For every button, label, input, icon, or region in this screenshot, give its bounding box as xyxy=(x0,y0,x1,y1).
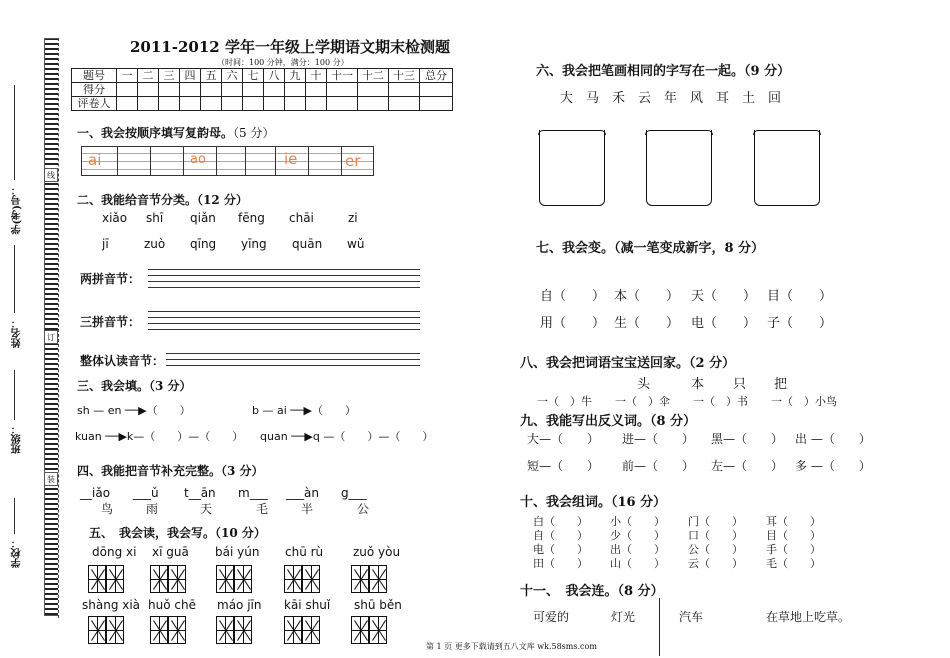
tianzi-box[interactable] xyxy=(216,565,234,593)
binding-mark-xian: 线 xyxy=(44,168,58,182)
q10-item[interactable]: 口（ ） xyxy=(688,529,743,542)
q2-answer-line[interactable] xyxy=(166,353,420,354)
score-table-header xyxy=(72,69,453,83)
score-header-cell: 一 xyxy=(117,69,138,83)
q2-syllable: zuò xyxy=(144,237,166,251)
q1-grid-divider xyxy=(117,147,118,175)
q2-syllable: fēng xyxy=(238,211,265,225)
q5-pinyin: chū rù xyxy=(285,545,324,559)
score-header-cell: 六 xyxy=(222,69,243,83)
page-footer: 第 1 页 更多下载请到五八文库 wk.58sms.com xyxy=(426,642,597,651)
q2-label-two-part: 两拼音节： xyxy=(80,272,141,286)
grader-cell[interactable] xyxy=(243,97,264,111)
score-cell[interactable] xyxy=(201,83,222,97)
q5-pinyin: shū běn xyxy=(354,598,402,612)
q11-item[interactable]: 灯光 xyxy=(611,610,636,624)
q2-answer-line[interactable] xyxy=(148,275,420,276)
q2-title: 二、我能给音节分类。（12 分） xyxy=(77,193,248,207)
score-header-cell: 十三 xyxy=(389,69,420,83)
q9-item[interactable]: 前—（ ） xyxy=(622,459,695,473)
grader-cell[interactable] xyxy=(222,97,243,111)
score-cell[interactable] xyxy=(222,83,243,97)
score-cell[interactable] xyxy=(243,83,264,97)
q4-hanzi: 雨 xyxy=(146,502,159,516)
grader-cell[interactable] xyxy=(327,97,358,111)
score-header-cell: 四 xyxy=(180,69,201,83)
binding-mark-ding: 订 xyxy=(44,330,58,344)
binding-mark-zhuang: 装 xyxy=(44,472,58,486)
score-header-cell: 五 xyxy=(201,69,222,83)
q2-answer-line[interactable] xyxy=(148,329,420,330)
q3-title: 三、我会填。（3 分） xyxy=(77,379,192,393)
q11-title: 十一、 我会连。（8 分） xyxy=(520,584,664,599)
q5-pinyin: xī guā xyxy=(152,545,189,559)
q7-title: 七、我会变。（减一笔变成新字，8 分） xyxy=(536,241,765,256)
grader-cell[interactable] xyxy=(358,97,389,111)
tianzi-box[interactable] xyxy=(88,565,106,593)
q6-chars: 大 马 禾 云 年 风 耳 土 回 xyxy=(560,91,782,106)
q7-item[interactable]: 天（ ） xyxy=(691,289,757,304)
q9-item[interactable]: 出 —（ ） xyxy=(795,432,871,446)
q6-answer-cup[interactable] xyxy=(646,130,712,206)
q10-item[interactable]: 山（ ） xyxy=(610,557,665,570)
q10-item[interactable]: 少（ ） xyxy=(610,529,665,542)
tianzi-box[interactable] xyxy=(216,616,234,644)
q8-word[interactable]: 头 xyxy=(637,377,651,392)
tianzi-box[interactable] xyxy=(369,565,387,593)
q2-label-whole: 整体认读音节： xyxy=(80,354,165,368)
q10-col xyxy=(533,515,588,571)
score-cell[interactable] xyxy=(358,83,389,97)
tianzi-box[interactable] xyxy=(369,616,387,644)
q10-item[interactable]: 门（ ） xyxy=(688,515,743,528)
grader-cell[interactable] xyxy=(420,97,453,111)
q4-hanzi: 半 xyxy=(301,502,314,516)
q8-item[interactable]: 一（ ）牛 xyxy=(537,395,592,408)
q3-line[interactable]: b — ai ──▶（ ） xyxy=(252,404,356,417)
q10-item[interactable]: 目（ ） xyxy=(766,529,821,542)
q3-line[interactable]: sh — en ──▶（ ） xyxy=(77,404,191,417)
score-header-cell: 十一 xyxy=(327,69,358,83)
q10-col xyxy=(688,515,743,571)
tianzi-box[interactable] xyxy=(284,565,302,593)
q1-title-text: 一、我会按顺序填写复韵母。 xyxy=(77,126,234,140)
q7-item[interactable]: 电（ ） xyxy=(691,316,757,331)
q11-item[interactable]: 在草地上吃草。 xyxy=(766,610,851,624)
q10-item[interactable]: 电（ ） xyxy=(533,543,588,556)
q3-line[interactable]: kuan ──▶k—（ ）—（ ） xyxy=(75,430,244,443)
q4-pinyin[interactable]: m___ xyxy=(238,486,268,500)
q7-item[interactable]: 自（ ） xyxy=(540,289,606,304)
class-field[interactable] xyxy=(14,370,15,420)
q7-item[interactable]: 目（ ） xyxy=(767,289,833,304)
q1-grid-divider xyxy=(183,147,184,175)
q2-syllable: xiǎo xyxy=(102,211,128,225)
q1-grid-divider xyxy=(341,147,342,175)
q8-item[interactable]: 一（ ）书 xyxy=(693,395,748,408)
q4-hanzi: 天 xyxy=(200,502,213,516)
score-cell[interactable] xyxy=(180,83,201,97)
q4-pinyin[interactable]: g___ xyxy=(341,486,367,500)
score-row xyxy=(72,83,453,97)
q2-syllable: yīng xyxy=(241,237,267,251)
q9-item[interactable]: 左—（ ） xyxy=(711,459,784,473)
tianzi-box[interactable] xyxy=(150,565,168,593)
q1-item-ie: ie xyxy=(284,150,298,168)
binding-cut-line xyxy=(58,38,59,618)
q2-syllable: zi xyxy=(348,211,358,225)
q1-grid-divider xyxy=(275,147,276,175)
q10-item[interactable]: 云（ ） xyxy=(688,557,743,570)
q1-grid-divider xyxy=(308,147,309,175)
grader-cell[interactable] xyxy=(389,97,420,111)
page-title: 2011-2012 学年一年级上学期语文期末检测题 xyxy=(130,38,450,56)
q6-answer-cup[interactable] xyxy=(754,130,820,206)
tianzi-box[interactable] xyxy=(168,565,186,593)
q1-writing-grid[interactable] xyxy=(81,146,374,176)
q1-guide-line xyxy=(82,161,373,162)
q5-pinyin: zuǒ yòu xyxy=(353,545,401,559)
tianzi-box[interactable] xyxy=(106,565,124,593)
q4-title: 四、我能把音节补充完整。（3 分） xyxy=(77,464,264,478)
q2-syllable: quān xyxy=(292,237,323,251)
page-subtitle: （时间：100 分钟，满分：100 分） xyxy=(217,58,349,67)
score-table xyxy=(71,68,453,111)
score-cell[interactable] xyxy=(285,83,306,97)
q9-item[interactable]: 大—（ ） xyxy=(527,432,600,446)
q10-item[interactable]: 耳（ ） xyxy=(766,515,821,528)
q8-word[interactable]: 把 xyxy=(774,377,788,392)
q10-item[interactable]: 小（ ） xyxy=(610,515,665,528)
q1-grid-divider xyxy=(216,147,217,175)
score-header-cell: 九 xyxy=(285,69,306,83)
q10-item[interactable]: 毛（ ） xyxy=(766,557,821,570)
q7-item[interactable]: 本（ ） xyxy=(614,289,680,304)
q4-pinyin[interactable]: t__ān xyxy=(184,486,216,500)
q10-item[interactable]: 公（ ） xyxy=(688,543,743,556)
score-cell[interactable] xyxy=(264,83,285,97)
q11-item[interactable]: 可爱的 xyxy=(533,610,570,624)
binding-strip xyxy=(44,38,58,616)
q1-item-ao: ao xyxy=(190,152,206,167)
q4-pinyin[interactable]: ___àn xyxy=(286,486,319,500)
tianzi-box[interactable] xyxy=(234,565,252,593)
q2-answer-line[interactable] xyxy=(148,269,420,270)
q5-pinyin: shàng xià xyxy=(82,598,141,612)
q1-grid-divider xyxy=(245,147,246,175)
tianzi-box[interactable] xyxy=(284,616,302,644)
grader-cell[interactable] xyxy=(264,97,285,111)
tianzi-box[interactable] xyxy=(302,565,320,593)
score-header-cell: 十二 xyxy=(358,69,389,83)
score-cell[interactable] xyxy=(306,83,327,97)
q5-pinyin: kāi shuǐ xyxy=(284,598,331,612)
q9-item[interactable]: 短—（ ） xyxy=(527,459,600,473)
q10-item[interactable]: 手（ ） xyxy=(766,543,821,556)
q2-syllable: jī xyxy=(102,237,109,251)
tianzi-box[interactable] xyxy=(302,616,320,644)
score-header-cell: 十 xyxy=(306,69,327,83)
q8-item[interactable]: 一（ ）小鸟 xyxy=(771,395,837,408)
q1-guide-line xyxy=(82,153,373,154)
score-header-cell: 七 xyxy=(243,69,264,83)
score-cell[interactable] xyxy=(389,83,420,97)
grader-cell[interactable] xyxy=(201,97,222,111)
student-id-field[interactable] xyxy=(14,85,15,180)
grader-cell[interactable] xyxy=(138,97,159,111)
class-label: 班级： xyxy=(12,424,23,454)
score-header-cell: 八 xyxy=(264,69,285,83)
score-header-cell: 总分 xyxy=(420,69,453,83)
grader-row-label: 评卷人 xyxy=(72,97,117,111)
q7-item[interactable]: 生（ ） xyxy=(614,316,680,331)
grader-row xyxy=(72,97,453,111)
q6-answer-cup[interactable] xyxy=(539,130,605,206)
grader-cell[interactable] xyxy=(180,97,201,111)
tianzi-box[interactable] xyxy=(150,616,168,644)
q2-answer-line[interactable] xyxy=(166,365,420,366)
q2-syllable: shī xyxy=(146,211,164,225)
tianzi-box[interactable] xyxy=(351,616,369,644)
q1-grid-divider xyxy=(150,147,151,175)
q2-answer-line[interactable] xyxy=(148,317,420,318)
q7-item[interactable]: 用（ ） xyxy=(540,316,606,331)
score-cell[interactable] xyxy=(327,83,358,97)
q11-item[interactable]: 汽车 xyxy=(679,610,704,624)
grader-cell[interactable] xyxy=(306,97,327,111)
q5-pinyin: dōng xi xyxy=(92,545,137,559)
q2-syllable: qiǎn xyxy=(190,211,216,225)
score-cell[interactable] xyxy=(159,83,180,97)
score-header-cell: 题号 xyxy=(72,69,117,83)
q10-item[interactable]: 自（ ） xyxy=(533,529,588,542)
name-field[interactable] xyxy=(14,245,15,313)
school-label: 学校： xyxy=(12,538,23,568)
q2-answer-line[interactable] xyxy=(148,323,420,324)
score-header-cell: 二 xyxy=(138,69,159,83)
tianzi-box[interactable] xyxy=(88,616,106,644)
q1-item-er: er xyxy=(345,152,361,170)
q8-word[interactable]: 本 xyxy=(691,377,705,392)
q7-item[interactable]: 子（ ） xyxy=(767,316,833,331)
student-id-label: 学(考)号： xyxy=(12,185,23,235)
q2-label-three-part: 三拼音节： xyxy=(80,315,141,329)
q2-answer-line[interactable] xyxy=(148,311,420,312)
q5-pinyin: máo jīn xyxy=(217,598,262,612)
q2-syllable: wǔ xyxy=(347,237,365,251)
q2-answer-line[interactable] xyxy=(148,281,420,282)
q4-hanzi: 毛 xyxy=(256,502,269,516)
q8-item[interactable]: 一（ ）伞 xyxy=(615,395,670,408)
q10-item[interactable]: 白（ ） xyxy=(533,515,588,528)
q9-item[interactable]: 黑—（ ） xyxy=(711,432,784,446)
q5-pinyin: huǒ chē xyxy=(148,598,196,612)
name-label: 姓名： xyxy=(12,318,23,348)
q1-title xyxy=(77,124,274,141)
q1-points: （5 分） xyxy=(233,126,275,140)
q5-title: 五、 我会读，我会写。（10 分） xyxy=(89,526,266,540)
score-row-label: 得分 xyxy=(72,83,117,97)
q11-divider xyxy=(659,598,660,656)
q5-pinyin: bái yún xyxy=(215,545,260,559)
q10-title: 十、我会组词。（16 分） xyxy=(520,495,667,510)
q6-title: 六、我会把笔画相同的字写在一起。（9 分） xyxy=(536,64,791,79)
grader-cell[interactable] xyxy=(159,97,180,111)
q10-col xyxy=(766,515,821,571)
school-field[interactable] xyxy=(14,498,15,534)
q1-guide-line xyxy=(82,169,373,170)
grader-cell[interactable] xyxy=(117,97,138,111)
tianzi-box[interactable] xyxy=(351,565,369,593)
q4-hanzi: 鸟 xyxy=(101,502,114,516)
q9-item[interactable]: 进—（ ） xyxy=(622,432,695,446)
score-cell[interactable] xyxy=(117,83,138,97)
q4-hanzi: 公 xyxy=(357,502,370,516)
q8-word[interactable]: 只 xyxy=(733,377,747,392)
score-header-cell: 三 xyxy=(159,69,180,83)
tianzi-box[interactable] xyxy=(168,616,186,644)
q4-pinyin[interactable]: __iǎo xyxy=(80,486,111,500)
q2-syllable: qīng xyxy=(190,237,217,251)
q4-pinyin[interactable]: ___ǔ xyxy=(133,486,159,500)
tianzi-box[interactable] xyxy=(234,616,252,644)
q1-item-ai: ai xyxy=(88,151,102,169)
grader-cell[interactable] xyxy=(285,97,306,111)
tianzi-box[interactable] xyxy=(106,616,124,644)
q9-item[interactable]: 多 —（ ） xyxy=(795,459,871,473)
q10-item[interactable]: 田（ ） xyxy=(533,557,588,570)
q9-title: 九、我能写出反义词。（8 分） xyxy=(520,414,697,429)
q2-answer-line[interactable] xyxy=(166,359,420,360)
q2-syllable: chāi xyxy=(289,211,314,225)
q3-line[interactable]: quan ──▶q —（ ）—（ ） xyxy=(260,430,434,443)
score-cell[interactable] xyxy=(138,83,159,97)
q2-answer-line[interactable] xyxy=(148,287,420,288)
score-cell[interactable] xyxy=(420,83,453,97)
q10-item[interactable]: 出（ ） xyxy=(610,543,665,556)
q10-col xyxy=(610,515,665,571)
q8-title: 八、我会把词语宝宝送回家。（2 分） xyxy=(520,356,736,371)
